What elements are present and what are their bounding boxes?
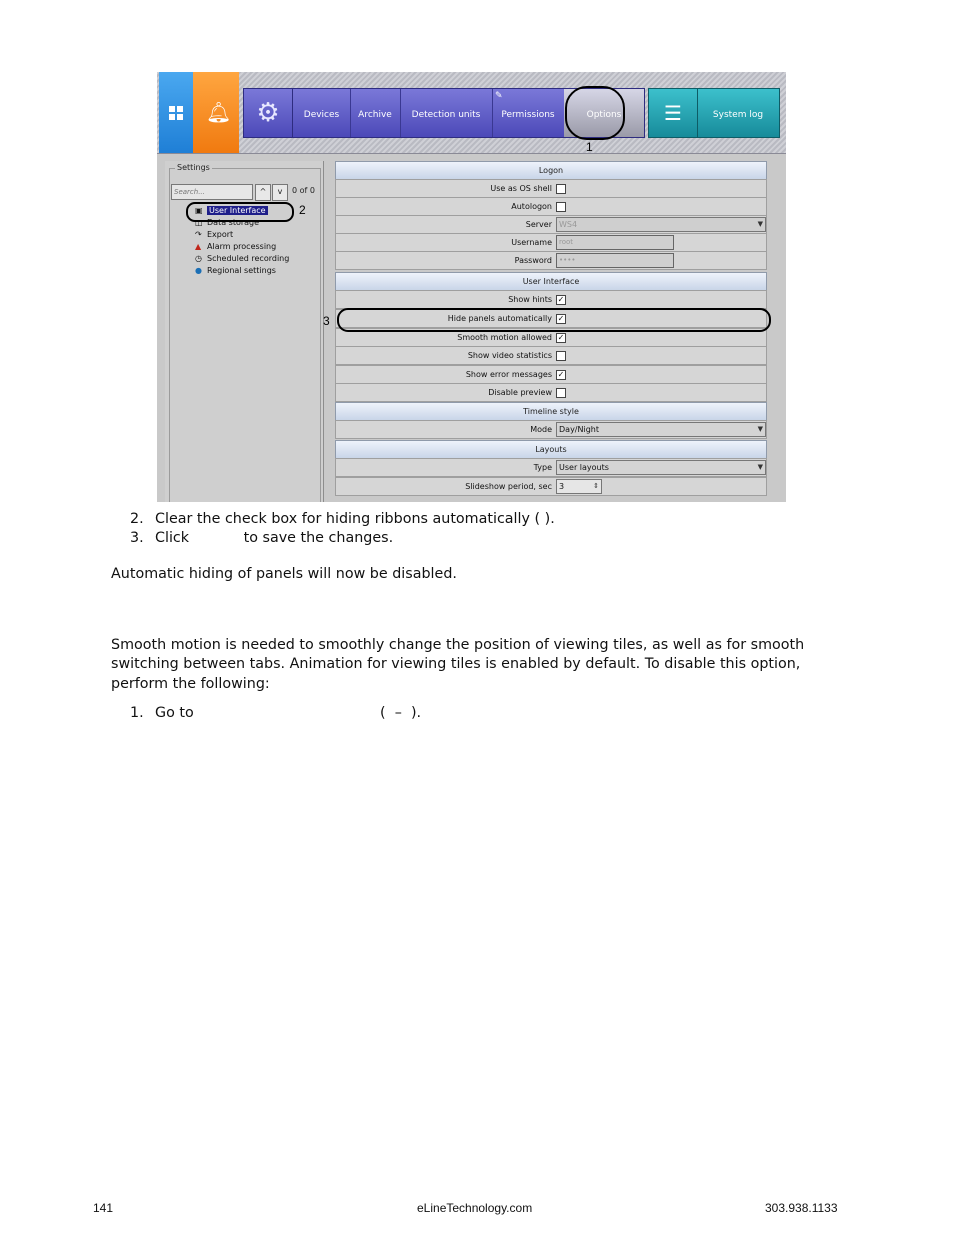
row-label: Username (511, 238, 552, 247)
row-show-hints (335, 290, 767, 309)
system-log-group (648, 88, 780, 138)
bell-icon: 🔔︎ (206, 100, 232, 124)
step-text: Click to save the changes. (155, 530, 394, 546)
settings-panel (165, 161, 324, 502)
username-field[interactable]: root (556, 235, 674, 250)
step-number: 1. (130, 705, 144, 721)
chevron-down-icon: ▼ (757, 463, 763, 471)
row-label: Use as OS shell (490, 184, 552, 193)
chevron-down-icon: ▼ (757, 425, 763, 433)
pencil-icon: ✎ (495, 91, 503, 101)
tree-item-label: Scheduled recording (207, 254, 290, 263)
page-number: 141 (93, 1201, 114, 1215)
options-screenshot (157, 72, 786, 502)
menu-options-button[interactable]: Options (564, 89, 644, 137)
tree-item-label: User Interface (209, 206, 266, 215)
step-number: 3. (130, 530, 144, 546)
row-label: Server (525, 220, 552, 229)
tree-item-label: Alarm processing (207, 242, 277, 251)
row-show-error-messages (335, 365, 767, 384)
tree-item-regional-settings[interactable] (195, 265, 276, 277)
ribbon-bar (157, 72, 786, 154)
paragraph-line: perform the following: (111, 676, 270, 692)
search-next-button[interactable]: v (272, 184, 288, 201)
row-label: Hide panels automatically (447, 314, 552, 323)
type-select[interactable] (556, 460, 766, 475)
row-label: Smooth motion allowed (457, 333, 552, 342)
note-text: Automatic hiding of panels will now be disabled. (111, 566, 457, 582)
row-password (335, 251, 767, 270)
step-text: Go to ( – ). (155, 705, 422, 721)
schedule-icon: ◷ (195, 254, 202, 263)
row-label: Disable preview (488, 388, 552, 397)
tree-item-scheduled-recording[interactable] (195, 253, 289, 265)
search-input[interactable]: Search... (171, 184, 253, 200)
row-label: Mode (530, 425, 552, 434)
row-server (335, 215, 767, 234)
use-as-os-shell-checkbox[interactable] (556, 184, 566, 194)
tree-item-alarm-processing[interactable] (195, 241, 276, 253)
row-show-video-statistics (335, 346, 767, 365)
show-hints-checkbox[interactable]: ✓ (557, 295, 565, 304)
step-text: Clear the check box for hiding ribbons automatically ( ). (155, 511, 555, 527)
export-icon: ↷ (195, 230, 202, 239)
row-label: Show video statistics (467, 351, 552, 360)
gears-icon: ⚙ (244, 89, 293, 137)
password-field[interactable]: •••• (556, 253, 674, 268)
row-label: Show hints (508, 295, 552, 304)
slideshow-value: 3 (559, 482, 565, 491)
row-label: Password (514, 256, 552, 265)
menu-devices-button[interactable]: Devices (293, 89, 351, 137)
callout-number: 1 (586, 140, 593, 154)
callout-ring-hide-panels (337, 308, 771, 332)
row-mode (335, 420, 767, 439)
menu-permissions-button[interactable]: Permissions (492, 89, 565, 137)
row-type (335, 458, 767, 477)
menu-detection-units-button[interactable]: Detection units (400, 89, 493, 137)
windows-icon (169, 106, 183, 120)
section-layouts: Layouts (335, 440, 767, 459)
autologon-checkbox[interactable] (556, 202, 566, 212)
tree-item-label: Export (207, 230, 234, 239)
slideshow-period-stepper[interactable] (556, 479, 602, 494)
row-label: Show error messages (465, 370, 552, 379)
step-number: 2. (130, 511, 144, 527)
server-value: WS4 (559, 220, 578, 229)
type-value: User layouts (559, 463, 609, 472)
hide-panels-checkbox[interactable]: ✓ (557, 314, 565, 323)
tree-item-label: Regional settings (207, 266, 276, 275)
footer-phone: 303.938.1133 (765, 1201, 838, 1215)
section-user-interface: User Interface (335, 272, 767, 291)
section-logon: Logon (335, 161, 767, 180)
alarm-tile[interactable] (193, 72, 239, 153)
row-disable-preview (335, 383, 767, 402)
show-video-statistics-checkbox[interactable] (556, 351, 566, 361)
chevron-down-icon: ▼ (757, 220, 763, 228)
settings-title: Settings (177, 163, 210, 172)
system-log-button[interactable]: System log (712, 110, 764, 120)
callout-ring-options (565, 86, 625, 140)
mode-select[interactable] (556, 422, 766, 437)
checklist-icon: ☰ (649, 89, 698, 137)
start-tile[interactable] (159, 72, 193, 153)
show-error-messages-checkbox[interactable]: ✓ (557, 370, 565, 379)
row-autologon (335, 197, 767, 216)
callout-number: 3 (323, 314, 330, 328)
window-icon: ▣ (195, 206, 203, 215)
disable-preview-checkbox[interactable] (556, 388, 566, 398)
mode-value: Day/Night (559, 425, 599, 434)
row-use-as-os-shell (335, 179, 767, 198)
paragraph-line: switching between tabs. Animation for viewing tiles is enabled by default. To disable this option, (111, 656, 801, 672)
row-label: Slideshow period, sec (465, 482, 552, 491)
alarm-icon: ▲ (195, 242, 202, 251)
search-result-count: 0 of 0 (292, 186, 315, 195)
footer-site: eLineTechnology.com (417, 1201, 533, 1215)
tree-item-label: Data storage (207, 218, 260, 227)
row-slideshow-period (335, 477, 767, 496)
callout-ring-user-interface (186, 202, 294, 222)
tree-item-export[interactable] (195, 229, 233, 241)
callout-number: 2 (299, 203, 306, 217)
paragraph-line: Smooth motion is needed to smoothly change the position of viewing tiles, as well as for smooth (111, 637, 805, 653)
globe-icon: ● (195, 266, 202, 275)
row-label: Autologon (511, 202, 552, 211)
server-select[interactable] (556, 217, 766, 232)
row-username (335, 233, 767, 252)
section-timeline-style: Timeline style (335, 402, 767, 421)
stepper-arrows-icon: ⇕ (593, 482, 599, 490)
search-previous-button[interactable]: ^ (255, 184, 271, 201)
menu-archive-button[interactable]: Archive (350, 89, 401, 137)
row-label: Type (533, 463, 552, 472)
smooth-motion-checkbox[interactable]: ✓ (557, 333, 565, 342)
storage-icon: ◫ (195, 218, 203, 227)
